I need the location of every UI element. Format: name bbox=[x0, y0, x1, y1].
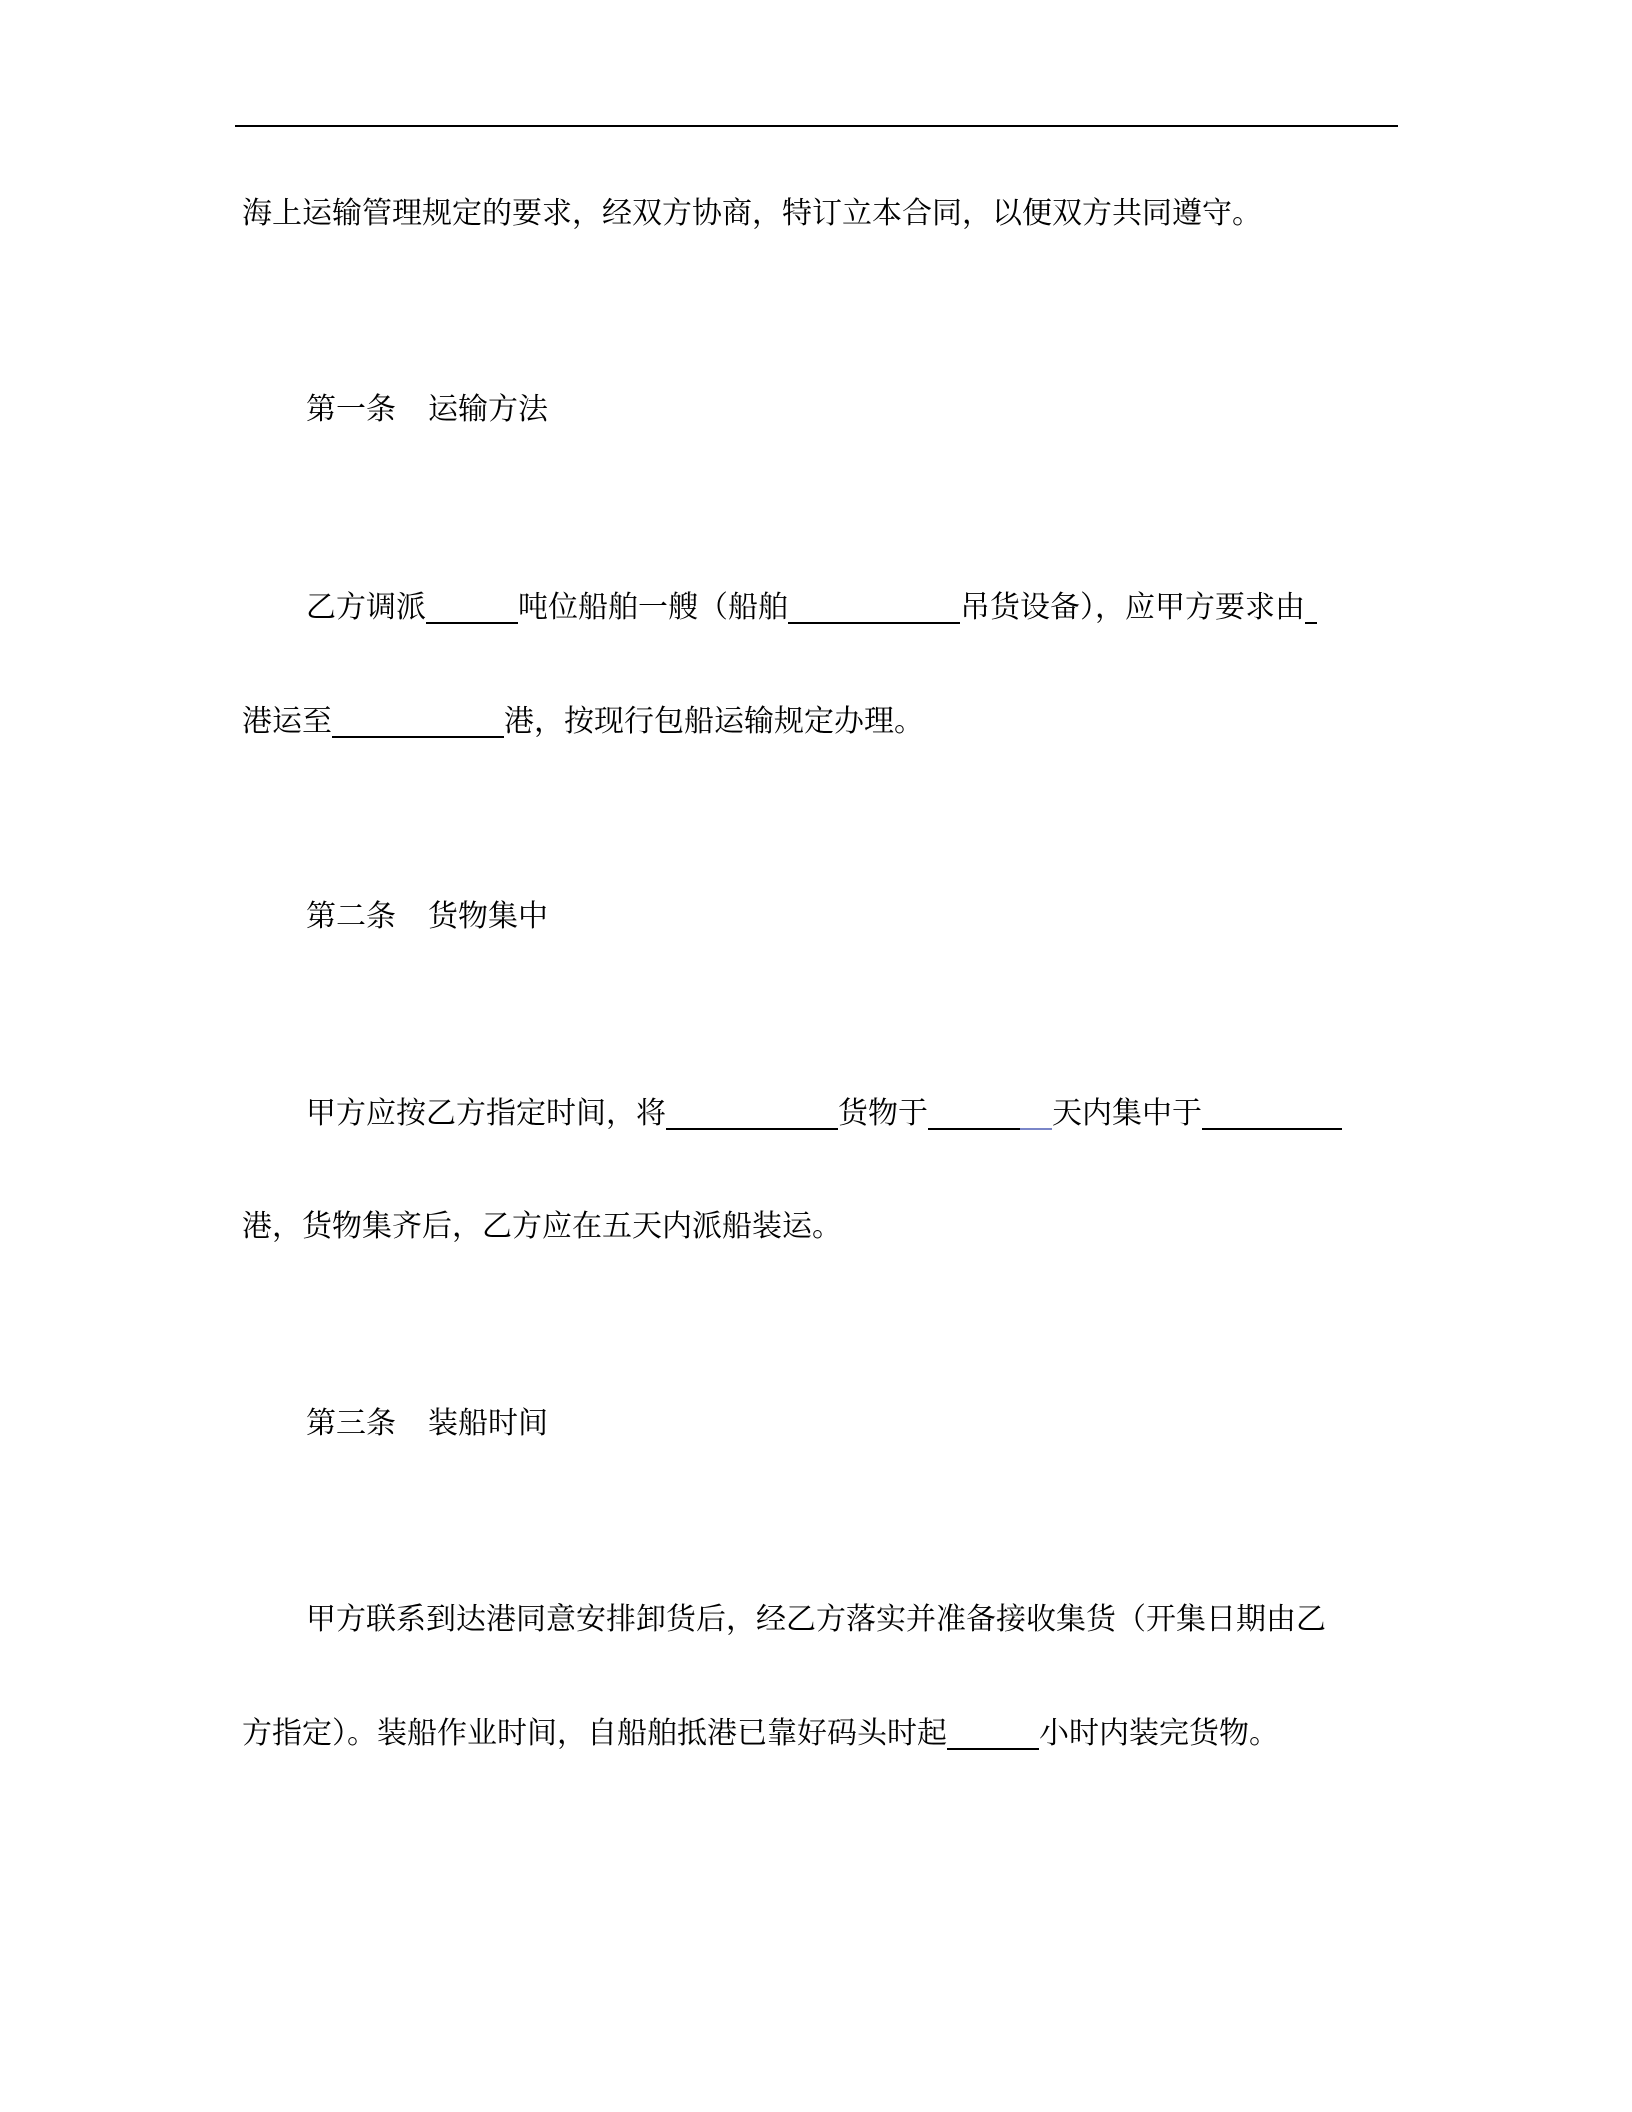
article-3-heading bbox=[306, 1404, 548, 1444]
fill-blank-origin-port bbox=[1305, 588, 1317, 624]
fill-blank-destination-port bbox=[332, 702, 504, 738]
article-1-line-2-seg-2: 港，按现行包船运输规定办理。 bbox=[504, 704, 924, 739]
article-3-line-1-seg-1: 甲方联系到达港同意安排卸货后，经乙方落实并准备接收集货（开集日期由乙 bbox=[306, 1602, 1326, 1637]
article-2-line-1-seg-1: 甲方应按乙方指定时间，将 bbox=[306, 1096, 666, 1131]
header-rule bbox=[235, 125, 1398, 127]
fill-blank-collection-port bbox=[1202, 1094, 1342, 1130]
article-1-line-2-seg-1: 港运至 bbox=[242, 704, 332, 739]
article-1-line-1-seg-2: 吨位船舶一艘（船舶 bbox=[518, 590, 788, 625]
article-1-line-1-seg-1: 乙方调派 bbox=[306, 590, 426, 625]
article-3-title: 装船时间 bbox=[428, 1406, 548, 1441]
article-1-heading bbox=[306, 390, 548, 430]
fill-blank-tonnage bbox=[426, 588, 518, 624]
fill-blank-days bbox=[928, 1094, 1020, 1130]
article-2-number: 第二条 bbox=[306, 899, 396, 934]
article-3-line-2 bbox=[242, 1714, 1279, 1754]
article-2-heading bbox=[306, 897, 548, 937]
article-1-line-1-seg-3: 吊货设备），应甲方要求由 bbox=[960, 590, 1305, 625]
fill-blank-cargo bbox=[666, 1094, 838, 1130]
fill-blank-days-extension bbox=[1020, 1094, 1052, 1130]
paragraph-intro bbox=[242, 194, 1262, 234]
article-1-line-1 bbox=[306, 588, 1317, 628]
article-2-line-1-seg-2: 货物于 bbox=[838, 1096, 928, 1131]
article-2-line-1-seg-3: 天内集中于 bbox=[1052, 1096, 1202, 1131]
article-2-line-2-seg-1: 港，货物集齐后，乙方应在五天内派船装运。 bbox=[242, 1209, 842, 1244]
article-2-line-2 bbox=[242, 1207, 842, 1247]
article-2-title: 货物集中 bbox=[428, 899, 548, 934]
article-3-line-1 bbox=[306, 1600, 1326, 1640]
article-3-number: 第三条 bbox=[306, 1406, 396, 1441]
article-3-line-2-seg-2: 小时内装完货物。 bbox=[1039, 1716, 1279, 1751]
article-3-line-2-seg-1: 方指定）。装船作业时间，自船舶抵港已靠好码头时起 bbox=[242, 1716, 947, 1751]
article-2-line-1 bbox=[306, 1094, 1342, 1134]
article-1-number: 第一条 bbox=[306, 392, 396, 427]
fill-blank-vessel-equipment bbox=[788, 588, 960, 624]
fill-blank-hours bbox=[947, 1714, 1039, 1750]
paragraph-intro-text: 海上运输管理规定的要求，经双方协商，特订立本合同，以便双方共同遵守。 bbox=[242, 196, 1262, 231]
article-1-title: 运输方法 bbox=[428, 392, 548, 427]
article-1-line-2 bbox=[242, 702, 924, 742]
